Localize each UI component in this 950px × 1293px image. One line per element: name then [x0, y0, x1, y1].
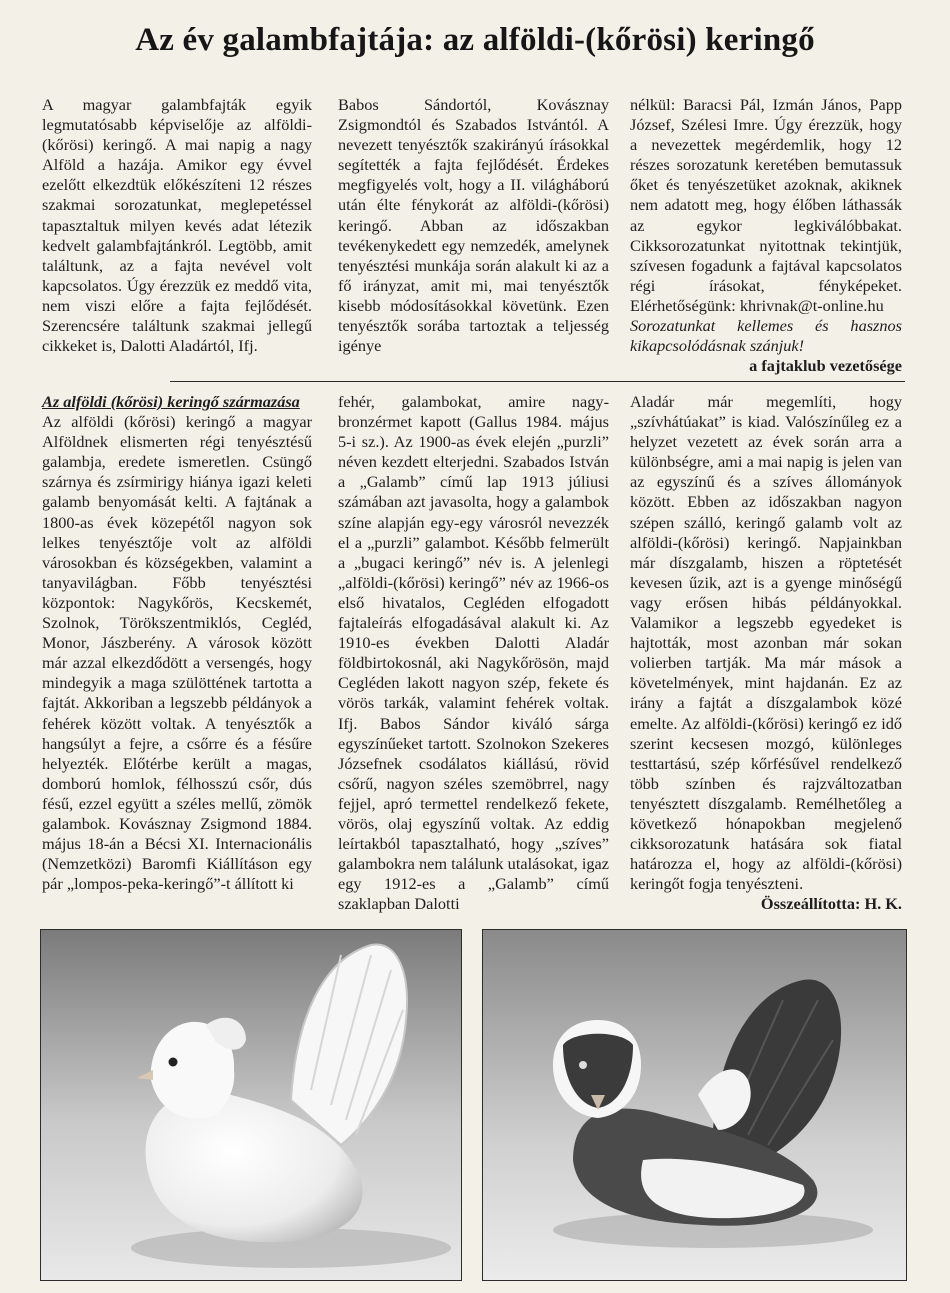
- white-pigeon-photo: [40, 929, 462, 1281]
- author-byline: Összeállította: H. K.: [760, 894, 902, 914]
- section-heading: Az alföldi (kőrösi) keringő származása: [42, 392, 300, 411]
- section-text-1: Az alföldi (kőrösi) keringő a magyar Alföldnek elismerten régi tenyésztésű galambja, eredete ismeretlen. Csüngő szárnya és zsírmirigy hiánya igazi keleti galamb benyomását kelti. A fajtának a 1800-as évek közepétől nagyon sok lelkes tenyésztője volt az alföldi városokban és községekben, valamint a tanyavilágban. Főbb tenyésztési központok: Nagykőrös, Kecskemét, Szolnok, Törökszentmiklós, Cegléd, Monor, Jászberény. A városok között már azzal elkezdődött a versengés, hogy mindegyik a maga szülöttének tartotta a fajtát. Akkoriban a legszebb példányok a fehérek között voltak. A tenyésztők a hangsúlyt a fejre, a csőrre és a fésűre helyezték. Előtérbe került a magas, domború homlok, félhosszú csőr, dús fésű, ezzel együtt a széles mellű, zömök galambok. Kovásznay Zsigmond 1884. május 18-án a Bécsi XI. Internacionális (Nemzetközi) Baromfi Kiállításon egy pár „lompos-peka-keringő”-t állított ki: [42, 412, 312, 894]
- intro-text-2: Babos Sándortól, Kovásznay Zsigmondtól és Szabados Istvántól. A nevezett tenyésztők szakirányú írásokkal segítették a fajta fejlődését. Érdekes megfigyelés volt, hogy a II. világháború után élte fénykorát az alföldi-(kőrösi) keringő. Abban az időszakban tevékenykedett egy nemzedék, amelynek tenyésztési munkája során alakult ki az a fő irányzat, amit mi, mai tenyésztők kisebb módosításokkal követünk. Ezen tenyésztők sorába tartoztak a teljesség igénye: [338, 95, 609, 356]
- section-column-2: [338, 392, 609, 917]
- dark-pied-pigeon-illustration: [483, 930, 906, 1280]
- club-signature: a fajtaklub vezetősége: [749, 356, 902, 376]
- section-text-3-body: Aladár már megemlíti, hogy „szívhátúakat” is kiad. Valószínűleg ez a helyzet vezetett az évek során arra a különbségre, ami a mai napig is jelen van az egyszínű és a szíves állományok között. Ebben az időszakban nagyon szépen szálló, keringő galamb volt az alföldi-(kőrösi) keringő. Napjainkban már díszgalamb, hiszen a röptetését kevesen űzik, azt is a gyenge minőségű vagy erősen hibás példányokkal. Valamikor a legszebb egyedeket is hajtották, most azonban már sokan volierben tartják. Ma már mások a követelmények, mint hajdanán. Ez az irány a fajtát a díszgalambok közé emelte. Az alföldi-(kőrösi) keringő ez idő szerint kecsesen mozgó, különleges testtartású, szép kőrfésűvel rendelkező több színben és rajzváltozatban tenyésztett díszgalamb. Remélhetőleg a következő hónapokban megjelenő cikksorozatunk hatására sok fiatal határozza el, hogy az alföldi-(kőrösi) keringőt fogja tenyészteni.: [630, 392, 902, 894]
- section-divider: [170, 381, 905, 382]
- intro-text-1: A magyar galambfajták egyik legmutatósabb képviselője az alföldi-(kőrösi) keringő. A mai napig a nagy Alföld a hazája. Amikor egy évvel ezelőtt elkezdtük előkészíteni 12 részes szakmai sorozatunkat, meglepetéssel tapasztaltuk milyen kevés adat létezik kedvelt galambfajtánkról. Legtöbb, amit találtunk, az a fajta nevével volt kapcsolatos. Úgy érezzük ez meddő vita, nem viszi előre a fajta fejlődését. Szerencsére találtunk szakmai jellegű cikkeket is, Dalotti Aladártól, Ifj.: [42, 95, 312, 356]
- intro-text-3: nélkül: Baracsi Pál, Izmán János, Papp József, Szélesi Imre. Úgy érezzük, hogy a nevezettek megérdemlik, hogy 12 részes sorozatunk keretében bemutassuk őket és tenyészetüket azoknak, akiknek nem adatott meg, hogy élőben láthassák az egykor legkiválóbbakat. Cikksorozatunkat nyitottnak tekintjük, szívesen fogadunk a fajtával kapcsolatos régi írásokat, fényképeket. Elérhetőségünk: khrivnak@t-online.hu: [630, 95, 902, 315]
- page-title: Az év galambfajtája: az alföldi-(kőrösi) keringő: [135, 22, 815, 58]
- section-column-3: [630, 392, 902, 917]
- section-text-3: [630, 392, 902, 914]
- intro-closing: [630, 316, 902, 376]
- section-column-1: [42, 392, 312, 917]
- intro-closing-text: Sorozatunkat kellemes és hasznos kikapcsolódásnak szánjuk!: [630, 316, 902, 356]
- section-text-2: fehér, galambokat, amire nagy-bronzérmet kapott (Gallus 1984. május 5-i sz.). Az 1900-as évek elején „purzli” néven kezdett elterjedni. Szabados István a „Galamb” című lap 1913 júliusi számában azt javasolta, hogy a galambok színe alapján egy-egy városról nevezzék el a „purzli” galambot. Később felmerült a „bugaci keringő” név is. A jelenlegi „alföldi-(kőrösi) keringő” név az 1966-os első hivatalos, Cegléden elfogadott fajtaleírás elfogadásával alakult ki. Az 1910-es években Dalotti Aladár földbirtokosnál, aki Nagykőrösön, majd Cegléden lakott nagyon szép, fekete és vörös tarkák, valamint fehérek voltak. Ifj. Babos Sándor kiváló sárga egyszínűeket tartott. Szolnokon Szekeres Józsefnek csodálatos kiállású, rövid csőrű, nagyon széles szemöbrrel, nagy fejjel, apró termettel rendelkező fekete, vörös, olaj egyszínű voltak. Az eddig leírtakból tapasztalható, hogy „szíves” galambokra nem találunk utalásokat, igaz egy 1912-es a „Galamb” című szaklapban Dalotti: [338, 392, 609, 914]
- intro-column-1: [42, 95, 312, 365]
- intro-column-2: [338, 95, 609, 365]
- intro-column-3: [630, 95, 902, 376]
- white-pigeon-illustration: [41, 930, 461, 1280]
- dark-pied-pigeon-photo: [482, 929, 907, 1281]
